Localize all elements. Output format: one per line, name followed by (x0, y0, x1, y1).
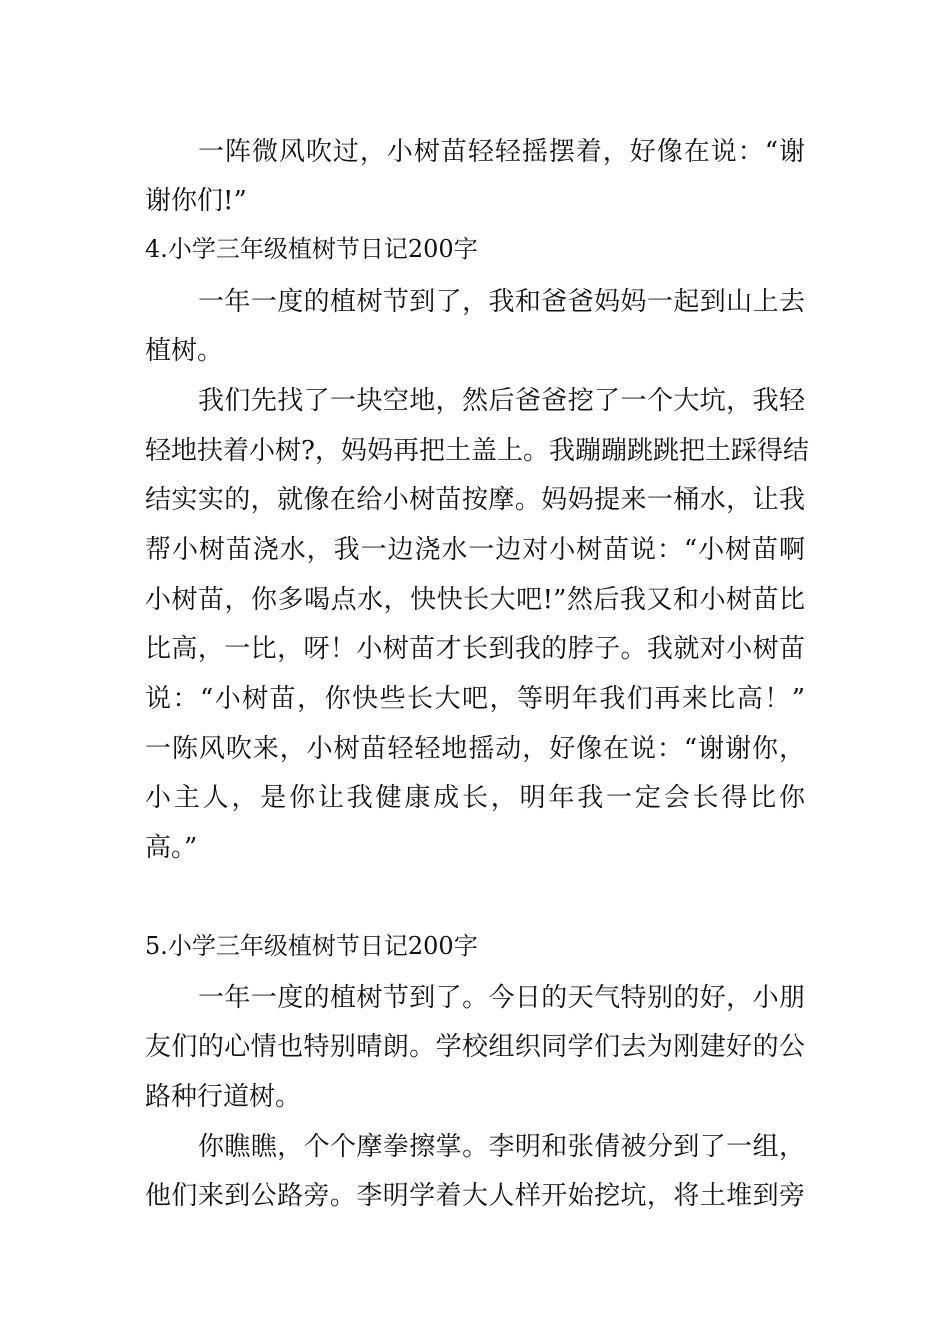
paragraph-line: 高。” (145, 833, 198, 863)
paragraph-line: 路种行道树。 (145, 1082, 302, 1112)
paragraph-line: 一陈风吹来，小树苗轻轻地摇动，好像在说：“谢谢你， (145, 734, 805, 764)
paragraph-line: 一年一度的植树节到了。今日的天气特别的好，小朋 (198, 983, 805, 1013)
paragraph-line: 谢你们!” (145, 186, 247, 216)
paragraph-line: 我们先找了一块空地，然后爸爸挖了一个大坑，我轻 (198, 386, 805, 416)
paragraph-line: 轻地扶着小树?，妈妈再把土盖上。我蹦蹦跳跳把土踩得结 (145, 436, 809, 466)
paragraph-line: 说：“小树苗，你快些长大吧，等明年我们再来比高！” (145, 684, 805, 714)
paragraph-line: 一年一度的植树节到了，我和爸爸妈妈一起到山上去 (198, 287, 805, 317)
paragraph-line: 一阵微风吹过，小树苗轻轻摇摆着，好像在说：“谢 (198, 137, 805, 167)
paragraph-line: 你瞧瞧，个个摩拳擦掌。李明和张倩被分到了一组， (198, 1132, 805, 1162)
paragraph-line: 他们来到公路旁。李明学着大人样开始挖坑，将土堆到旁 (145, 1181, 805, 1211)
paragraph-line: 友们的心情也特别晴朗。学校组织同学们去为刚建好的公 (145, 1032, 805, 1062)
paragraph-line: 帮小树苗浇水，我一边浇水一边对小树苗说：“小树苗啊 (145, 535, 805, 565)
paragraph-line: 植树。 (145, 336, 224, 366)
section-heading-4: 4.小学三年级植树节日记200字 (145, 235, 478, 263)
paragraph-line: 小树苗，你多喝点水，快快长大吧!”然后我又和小树苗比 (145, 585, 805, 615)
paragraph-line: 比高，一比，呀！小树苗才长到我的脖子。我就对小树苗 (145, 634, 805, 664)
paragraph-line: 结实实的，就像在给小树苗按摩。妈妈提来一桶水，让我 (145, 485, 805, 515)
section-heading-5: 5.小学三年级植树节日记200字 (145, 932, 478, 960)
paragraph-line: 小主人，是你让我健康成长，明年我一定会长得比你 (145, 783, 805, 813)
